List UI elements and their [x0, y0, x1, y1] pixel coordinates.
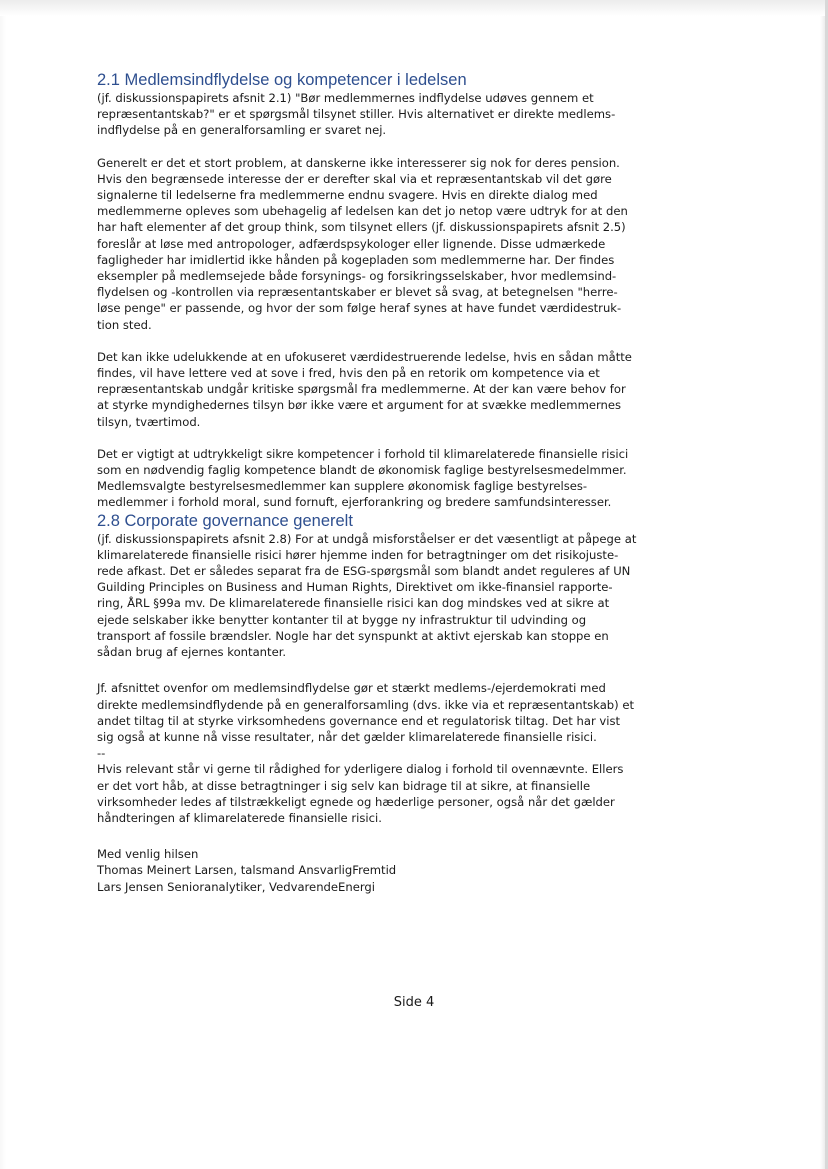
- text-line: repræsentantskab undgår kritiske spørgsmål fra medlemmerne. At der kan være behov for: [97, 382, 626, 397]
- text-line: indflydelse på en generalforsamling er svaret nej.: [97, 123, 387, 138]
- text-line: klimarelaterede finansielle risici hører hjemme inden for betragtninger om det risikojuste-: [97, 547, 619, 562]
- text-line: ejede selskaber ikke benytter kontanter til at bygge ny infrastruktur til udvinding og: [97, 612, 587, 627]
- text-line: repræsentantskab?" er et spørgsmål tilsynet stiller. Hvis alternativet er direkte medlems-: [97, 107, 616, 122]
- text-line: foreslår at løse med antropologer, adfærdspsykologer eller lignende. Disse udmærkede: [97, 236, 606, 251]
- text-line: Lars Jensen Senioranalytiker, VedvarendeEnergi: [97, 879, 375, 894]
- text-line: tion sted.: [97, 317, 152, 332]
- page-content: [97, 70, 637, 895]
- text-line: (jf. diskussionspapirets afsnit 2.8) For at undgå misforståelser er det væsentligt at påpege at: [97, 531, 637, 546]
- text-line: findes, vil have lettere ved at sove i fred, hvis den på en retorik om kompetence via et: [97, 366, 600, 381]
- text-line: Generelt er det et stort problem, at danskerne ikke interesserer sig nok for deres pension.: [97, 155, 620, 170]
- text-line: fagligheder har imidlertid ikke hånden på kogepladen som medlemmerne har. Der findes: [97, 252, 615, 267]
- text-line: virksomheder ledes af tilstrækkeligt egnede og hæderlige personer, også når det gælder: [97, 794, 615, 809]
- text-line: Med venlig hilsen: [97, 847, 199, 862]
- section-heading-2-8: 2.8 Corporate governance generelt: [97, 511, 353, 530]
- text-line: Medlemsvalgte bestyrelsesmedlemmer kan supplere økonomisk faglige bestyrelses-: [97, 479, 588, 494]
- text-line: signalerne til ledelserne fra medlemmerne endnu svagere. Hvis en direkte dialog med: [97, 188, 598, 203]
- text-line: direkte medlemsindflydende på en generalforsamling (dvs. ikke via et repræsentantskab) et: [97, 697, 635, 712]
- text-line: andet tiltag til at styrke virksomhedens governance end et regulatorisk tiltag. Det har vist: [97, 713, 621, 728]
- text-line: Thomas Meinert Larsen, talsmand AnsvarligFremtid: [97, 863, 397, 878]
- text-line: Hvis relevant står vi gerne til rådighed for yderligere dialog i forhold til ovennævnte. Ellers: [97, 762, 624, 777]
- closing-signature: [97, 846, 637, 895]
- text-line: ring, ÅRL §99a mv. De klimarelaterede finansielle risici kan dog mindskes ved at sikre at: [97, 596, 610, 611]
- scan-top-edge: [0, 0, 828, 16]
- section-heading-2-1: 2.1 Medlemsindflydelse og kompetencer i ledelsen: [97, 71, 467, 89]
- text-line: transport af fossile brændsler. Nogle har det synspunkt at aktivt ejerskab kan stoppe en: [97, 628, 609, 643]
- text-line: Hvis den begrænsede interesse der er derefter skal via et repræsentantskab vil det gøre: [97, 171, 612, 186]
- text-line: tilsyn, tværtimod.: [97, 414, 201, 429]
- text-line: Det kan ikke udelukkende at en ufokuseret værdidestruerende ledelse, hvis en sådan måtte: [97, 349, 632, 364]
- text-line: rede afkast. Det er således separat fra de ESG-spørgsmål som blandt andet reguleres af UN: [97, 564, 631, 579]
- paragraph-2-8-intro: [97, 531, 637, 661]
- text-line: flydelsen og -kontrollen via repræsentantskaber er blevet så svag, at betegnelsen "herre-: [97, 285, 618, 300]
- paragraph-2-1-climate: [97, 446, 637, 511]
- text-line: er det vort håb, at disse betragtninger i sig selv kan bidrage til at sikre, at finansielle: [97, 778, 591, 793]
- text-line: at styrke myndighedernes tilsyn bør ikke være et argument for at svække medlemmernes: [97, 398, 622, 413]
- paragraph-2-1-competence: [97, 349, 637, 430]
- text-line: --: [97, 746, 106, 761]
- text-line: har haft elementer af det group think, som tilsynet ellers (jf. diskussionspapirets afsnit 2.5): [97, 220, 626, 235]
- text-line: håndteringen af klimarelaterede finansielle risici.: [97, 810, 382, 825]
- text-line: Det er vigtigt at udtrykkeligt sikre kompetencer i forhold til klimarelaterede finansielle risici: [97, 446, 629, 461]
- text-line: løse penge" er passende, og hvor der som følge heraf synes at have fundet værdidestruk-: [97, 301, 622, 316]
- text-line: Guilding Principles on Business and Human Rights, Direktivet om ikke-finansiel rapporte-: [97, 580, 613, 595]
- paragraph-2-1-intro: [97, 90, 637, 139]
- text-line: sådan brug af ejernes kontanter.: [97, 645, 287, 660]
- text-line: sig også at kunne nå visse resultater, når det gælder klimarelaterede finansielle risici.: [97, 729, 597, 744]
- text-line: Jf. afsnittet ovenfor om medlemsindflydelse gør et stærkt medlems-/ejerdemokrati med: [97, 681, 606, 696]
- page-number: Side 4: [393, 995, 435, 1010]
- text-line: medlemmerne opleves som ubehagelig af ledelsen kan det jo netop være udtryk for at den: [97, 204, 628, 219]
- text-line: medlemmer i forhold moral, sund fornuft, ejerforankring og bredere samfundsinteresser.: [97, 495, 612, 510]
- text-line: (jf. diskussionspapirets afsnit 2.1) "Bør medlemmernes indflydelse udøves gennem et: [97, 91, 594, 105]
- paragraph-2-8-governance: [97, 680, 637, 826]
- paragraph-2-1-problem: [97, 155, 637, 333]
- text-line: eksempler på medlemsejede både forsynings- og forsikringsselskaber, hvor medlemsind-: [97, 269, 617, 284]
- text-line: som en nødvendig faglig kompetence blandt de økonomisk faglige bestyrelsesmedelmmer.: [97, 463, 627, 478]
